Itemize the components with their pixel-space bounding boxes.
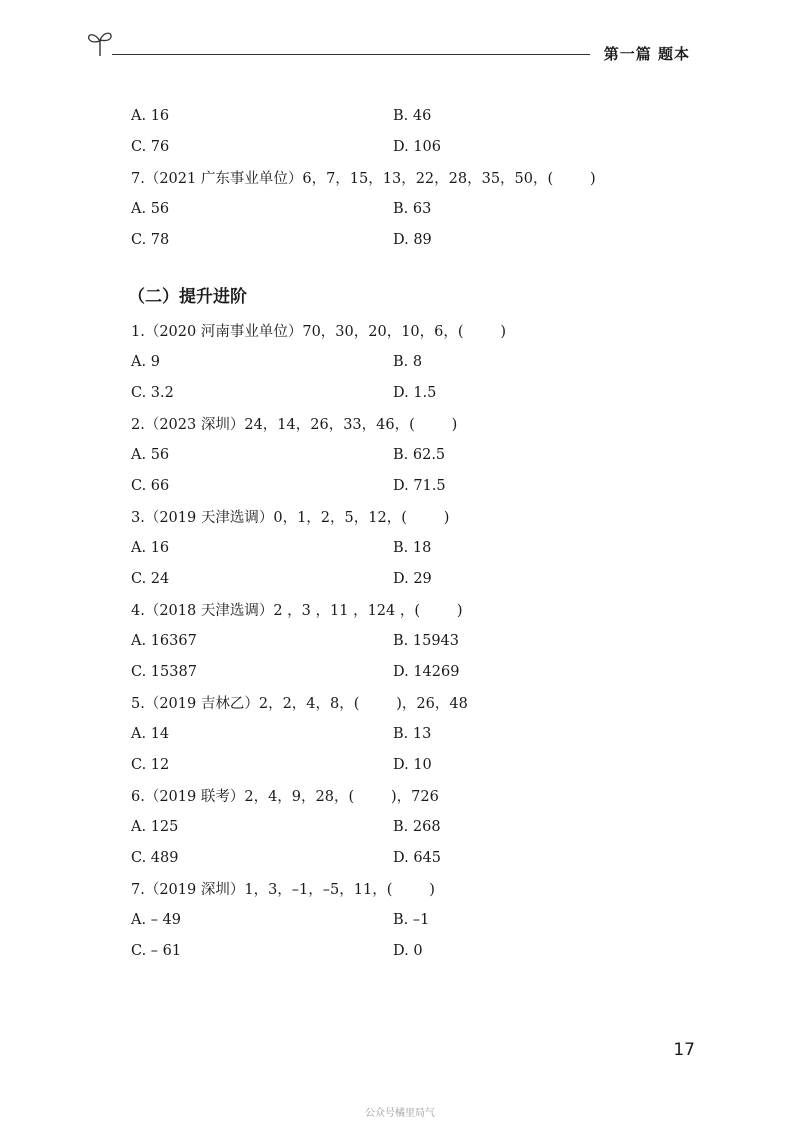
page-header: [0, 0, 800, 80]
option-a: A. 56: [131, 200, 170, 217]
option-b: B. 15943: [393, 632, 460, 649]
option-d: D. 29: [393, 570, 432, 587]
option-b: B. 8: [393, 353, 423, 370]
option-b: B. 62.5: [393, 446, 446, 463]
option-b: B. 268: [393, 818, 441, 835]
question-stem: 7.（2021 广东事业单位）6，7，15，13，22，28，35，50，( ): [131, 171, 596, 187]
option-c: C. 76: [131, 138, 170, 155]
option-a: A. 56: [131, 446, 170, 463]
option-row: [131, 842, 671, 873]
option-row: [131, 935, 671, 966]
option-c: C. 489: [131, 849, 179, 866]
option-row: [131, 749, 671, 780]
option-row: [131, 377, 671, 408]
option-row: [131, 811, 671, 842]
question-stem: 6.（2019 联考）2，4，9，28，( )，726: [131, 789, 439, 805]
page-number: 17: [673, 1040, 695, 1060]
section-heading: （二）提升进阶: [128, 286, 247, 307]
option-row: [131, 131, 671, 162]
option-c: C. 12: [131, 756, 170, 773]
option-a: A. 16: [131, 107, 170, 124]
option-a: A. – 49: [131, 911, 181, 928]
option-c: C. 66: [131, 477, 170, 494]
question-stem: 1.（2020 河南事业单位）70，30，20，10，6，( ): [131, 324, 507, 340]
option-row: [131, 470, 671, 501]
option-d: D. 645: [393, 849, 442, 866]
header-rule: [112, 54, 590, 55]
footer-watermark: 公众号橘里局气: [365, 1108, 435, 1119]
question-stem: 2.（2023 深圳）24，14，26，33，46，( ): [131, 417, 458, 433]
question-stem: 7.（2019 深圳）1，3，–1，–5，11，( ): [131, 882, 435, 898]
option-row: [131, 904, 671, 935]
option-d: D. 71.5: [393, 477, 446, 494]
option-row: [131, 625, 671, 656]
option-d: D. 106: [393, 138, 442, 155]
option-row: [131, 100, 671, 131]
page-content: [128, 100, 671, 966]
option-a: A. 16367: [131, 632, 197, 649]
option-row: [131, 563, 671, 594]
option-row: [131, 656, 671, 687]
sprout-icon: [86, 28, 114, 58]
option-d: D. 1.5: [393, 384, 437, 401]
option-d: D. 14269: [393, 663, 460, 680]
option-c: C. – 61: [131, 942, 182, 959]
option-c: C. 78: [131, 231, 170, 248]
option-a: A. 125: [131, 818, 179, 835]
question-stem: 3.（2019 天津选调）0，1，2，5，12，( ): [131, 510, 450, 526]
option-row: [131, 439, 671, 470]
question-stem: 4.（2018 天津选调）2 ，3 ，11 ，124 ，( ): [131, 603, 463, 619]
option-row: [131, 193, 671, 224]
option-b: B. 63: [393, 200, 432, 217]
option-row: [131, 718, 671, 749]
option-c: C. 3.2: [131, 384, 174, 401]
option-b: B. 18: [393, 539, 432, 556]
option-a: A. 16: [131, 539, 170, 556]
option-b: B. 13: [393, 725, 432, 742]
option-c: C. 24: [131, 570, 170, 587]
option-c: C. 15387: [131, 663, 197, 680]
option-d: D. 89: [393, 231, 432, 248]
option-a: A. 14: [131, 725, 170, 742]
option-d: D. 0: [393, 942, 423, 959]
section-title: 第一篇 题本: [603, 45, 690, 63]
option-row: [131, 532, 671, 563]
option-row: [131, 346, 671, 377]
question-stem: 5.（2019 吉林乙）2，2，4，8，( )，26，48: [131, 696, 468, 712]
option-b: B. 46: [393, 107, 432, 124]
option-a: A. 9: [131, 353, 160, 370]
option-row: [131, 224, 671, 255]
option-d: D. 10: [393, 756, 432, 773]
option-b: B. –1: [393, 911, 430, 928]
